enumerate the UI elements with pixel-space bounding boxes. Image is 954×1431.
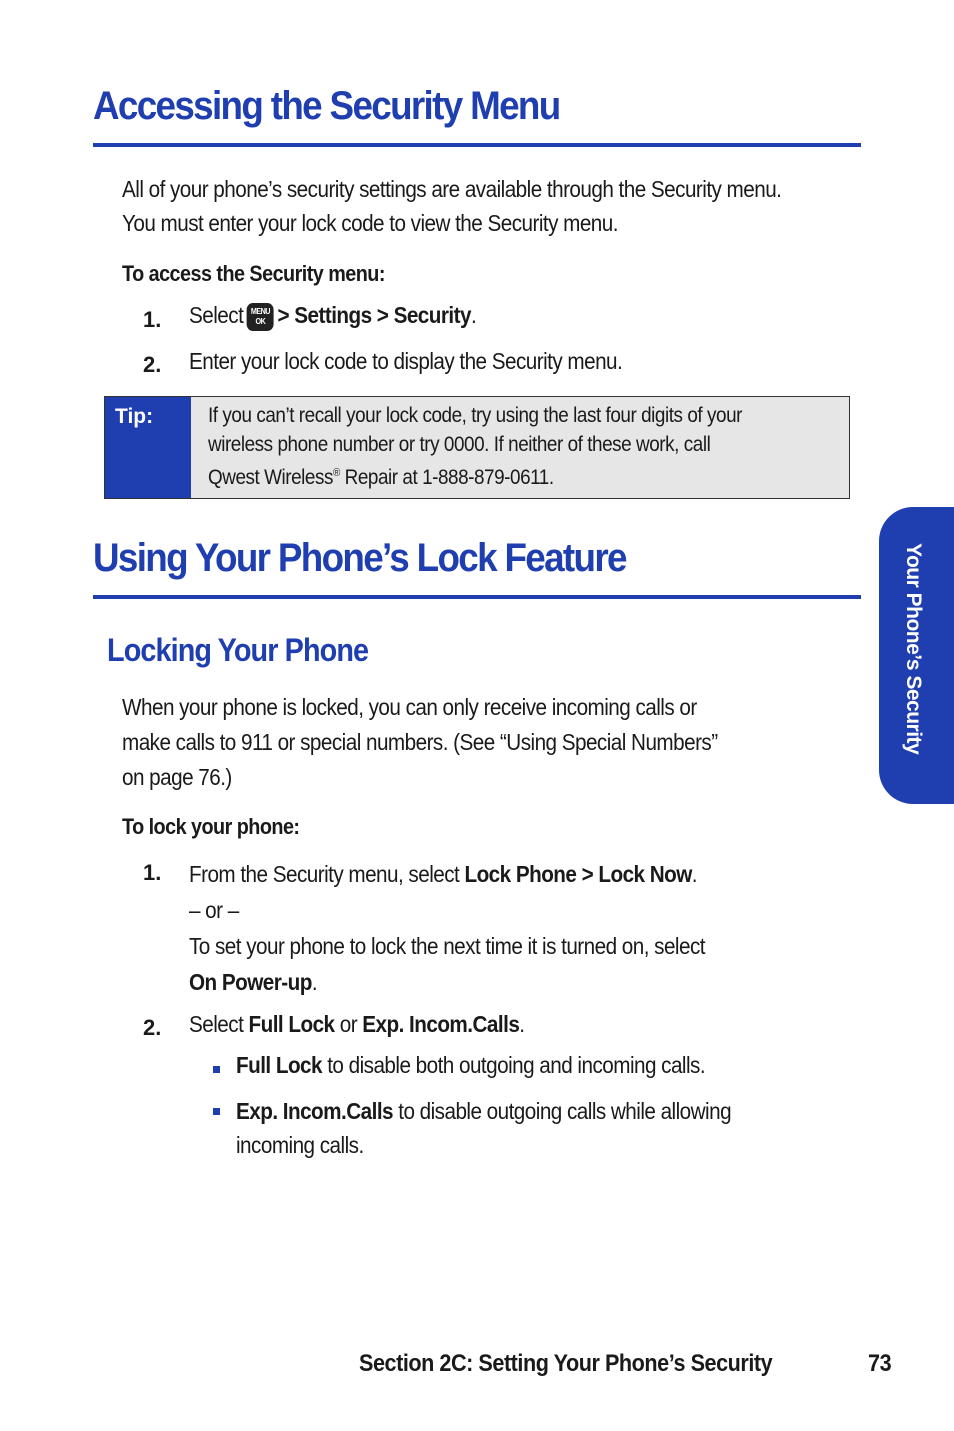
section-title-security-menu: Accessing the Security Menu <box>93 84 560 128</box>
step-number: 2. <box>143 352 162 377</box>
bullet-text: to disable both outgoing and incoming calls. <box>322 1052 706 1078</box>
intro-line: on page 76.) <box>122 764 232 790</box>
bullet-line <box>236 1094 731 1128</box>
step-number: 1. <box>143 860 162 885</box>
key-label-bottom: OK <box>255 316 266 326</box>
subsection-title: Locking Your Phone <box>107 632 369 668</box>
menu-path: > Settings > Security <box>277 302 471 328</box>
tip-line: If you can’t recall your lock code, try using the last four digits of your <box>208 404 742 427</box>
step-number: 1. <box>143 307 162 332</box>
step-number: 2. <box>143 1015 162 1040</box>
lock-intro-paragraph <box>122 690 718 795</box>
registered-mark: ® <box>332 467 340 479</box>
menu-option: Full Lock <box>236 1052 323 1078</box>
step-text: Enter your lock code to display the Security menu. <box>189 348 623 374</box>
step-text <box>189 1011 525 1038</box>
section-divider <box>93 143 861 147</box>
key-label-top: MENU <box>250 306 270 316</box>
step-text <box>189 302 476 331</box>
menu-option: Exp. Incom.Calls <box>236 1098 394 1124</box>
tip-line: wireless phone number or try 0000. If neither of these work, call <box>208 433 711 456</box>
intro-line: You must enter your lock code to view the Security menu. <box>122 210 618 236</box>
bullet-line: incoming calls. <box>236 1132 364 1158</box>
tip-text <box>208 401 742 492</box>
menu-option: On Power-up <box>189 969 312 995</box>
intro-paragraph <box>122 172 781 240</box>
tip-label: Tip: <box>115 405 154 428</box>
step-line <box>189 964 705 1000</box>
step-post: . <box>519 1011 525 1037</box>
procedure-lead: To lock your phone: <box>122 814 300 839</box>
bullet-text: to disable outgoing calls while allowing <box>393 1098 732 1124</box>
intro-line: make calls to 911 or special numbers. (See “Using Special Numbers” <box>122 729 718 755</box>
section-divider <box>93 595 861 599</box>
step-text <box>189 856 705 1000</box>
step-pre: From the Security menu, select <box>189 861 465 887</box>
or-separator: – or – <box>189 897 239 923</box>
tip-box <box>104 396 850 499</box>
step-post: . <box>311 969 318 995</box>
bullet-item <box>236 1094 731 1162</box>
page-number: 73 <box>868 1350 892 1377</box>
intro-line: When your phone is locked, you can only receive incoming calls or <box>122 694 697 720</box>
side-tab-label: Your Phone’s Security <box>902 543 925 755</box>
tip-line <box>208 459 742 492</box>
tip-label-block <box>105 397 191 498</box>
bullet-item <box>236 1052 705 1079</box>
menu-option: Full Lock <box>248 1011 335 1037</box>
section-title-lock-feature: Using Your Phone’s Lock Feature <box>93 536 626 580</box>
menu-option: Exp. Incom.Calls <box>362 1011 520 1037</box>
step-pre: Select <box>189 302 244 328</box>
step-post: . <box>691 861 698 887</box>
intro-line: All of your phone’s security settings are available through the Security menu. <box>122 176 782 202</box>
step-mid: or <box>334 1011 363 1037</box>
tip-brand: Qwest Wireless <box>208 466 333 489</box>
menu-ok-key-icon <box>247 303 274 331</box>
step-post: . <box>470 302 477 328</box>
bullet-square-icon <box>213 1108 220 1115</box>
step-line: To set your phone to lock the next time it is turned on, select <box>189 933 705 959</box>
bullet-square-icon <box>213 1066 220 1073</box>
menu-path: Lock Phone > Lock Now <box>464 861 692 887</box>
footer-section-title: Section 2C: Setting Your Phone’s Security <box>359 1350 773 1377</box>
step-line <box>189 856 705 892</box>
tip-phone: Repair at 1-888-879-0611. <box>339 466 554 489</box>
chapter-side-tab <box>879 507 954 804</box>
procedure-lead: To access the Security menu: <box>122 261 385 286</box>
step-pre: Select <box>189 1011 249 1037</box>
